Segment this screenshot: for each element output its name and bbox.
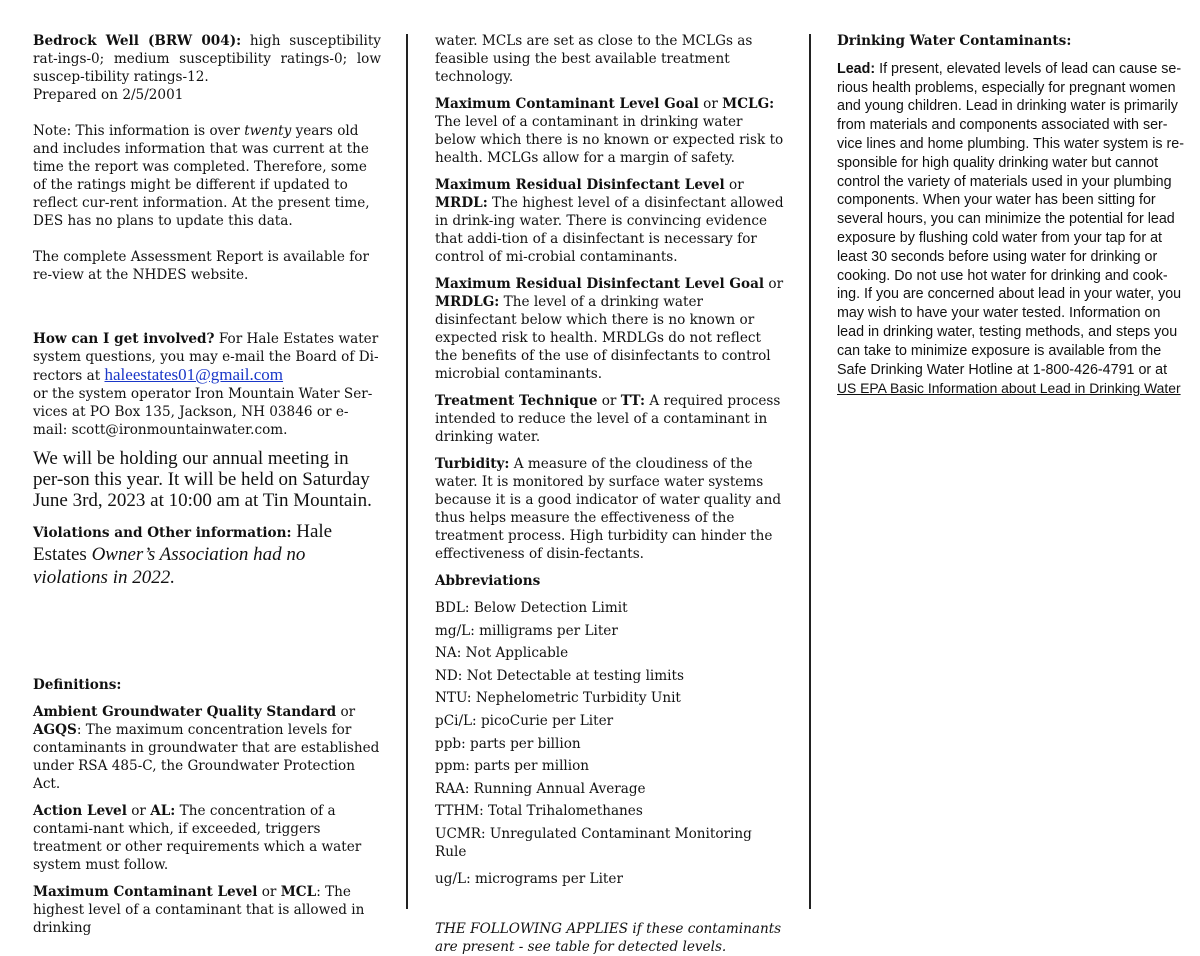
assessment-paragraph: The complete Assessment Report is available for re-view at the NHDES website.	[33, 249, 369, 283]
contaminants-heading: Drinking Water Contaminants:	[837, 33, 1072, 49]
board-email-link[interactable]: haleestates01@gmail.com	[104, 365, 284, 384]
column-right	[837, 32, 1185, 916]
involvement-title: How can I get involved?	[33, 331, 215, 347]
column-left	[33, 32, 381, 936]
abbreviations-heading: Abbreviations	[435, 573, 541, 589]
lead-paragraph: Lead: If present, elevated levels of lead can cause se-rious health problems, especially for pregnant women and young children. Lead in drinking water is primarily from materials and components associated with ser-vice lines and home plumbing. This water system is re-sponsible for high quality drinking water but cannot control the variety of materials used in your plumbing components. When your water has been sitting for several hours, you can minimize the potential for lead exposure by flushing cold water from your tap for at least 30 seconds before using water for drinking or cooking. Do not use hot water for drinking and cook-ing. If you are concerned about lead in your water, you may wish to have your water tested. Information on lead in drinking water, testing methods, and steps you can take to minimize exposure is available from the Safe Drinking Water Hotline at 1-800-426-4791 or at US EPA Basic Information about Lead in Drinking Water	[837, 60, 1184, 397]
column-divider-left	[406, 34, 408, 909]
column-middle	[435, 32, 787, 955]
abbreviation-item: mg/L: milligrams per Liter	[435, 622, 618, 639]
abbreviation-item: ug/L: micrograms per Liter	[435, 870, 623, 887]
definitions-heading: Definitions:	[33, 677, 122, 693]
abbreviation-item: BDL: Below Detection Limit	[435, 600, 628, 616]
definition-mrdlg: Maximum Residual Disinfectant Level Goal or MRDLG: The level of a drinking water disinfectant below which there is no known or expected risk to health. MRDLGs do not reflect the benefits of the use of disinfectants to control microbial contaminants.	[435, 276, 784, 382]
abbreviations-list	[435, 599, 787, 888]
definition-treatment-technique: Treatment Technique or TT: A required process intended to reduce the level of a contaminant in drinking water.	[435, 393, 781, 445]
violations-paragraph: Violations and Other information: Hale Estates Owner’s Association had no violations in 2022.	[33, 521, 333, 588]
definition-mclg: Maximum Contaminant Level Goal or MCLG: The level of a contaminant in drinking water below which there is no known or expected risk to health. MCLGs allow for a margin of safety.	[435, 96, 784, 166]
following-applies-note: THE FOLLOWING APPLIES if these contaminants are present - see table for detected levels.	[435, 920, 782, 955]
involvement-paragraph: How can I get involved? For Hale Estates water system questions, you may e-mail the Board of Di-rectors at haleestates01@gmail.com or the system operator Iron Mountain Water Ser-vices at PO Box 135, Jackson, NH 03846 or e-mail: scott@ironmountainwater.com.	[33, 331, 379, 438]
abbreviation-item: pCi/L: picoCurie per Liter	[435, 712, 614, 729]
abbreviation-item: RAA: Running Annual Average	[435, 780, 646, 797]
abbreviation-item: UCMR: Unregulated Contaminant Monitoring Rule	[435, 825, 752, 860]
abbreviation-item: NA: Not Applicable	[435, 645, 569, 662]
bedrock-well-title: Bedrock Well (BRW 004):	[33, 33, 242, 49]
definition-mrdl: Maximum Residual Disinfectant Level or MRDL: The highest level of a disinfectant allowed in drink-ing water. There is convincing evidence that addi-tion of a disinfectant is necessary for control of mi-crobial contaminants.	[435, 177, 784, 265]
abbreviation-item: ppm: parts per million	[435, 758, 590, 775]
note-paragraph: Note: This information is over twenty years old and includes information that was current at the time the report was completed. Therefore, some of the ratings might be different if updated to reflect cur-rent information. At the present time, DES has no plans to update this data.	[33, 123, 370, 229]
annual-meeting-notice: We will be holding our annual meeting in per-son this year. It will be held on Saturday June 3rd, 2023 at 10:00 am at Tin Mountain.	[33, 448, 372, 511]
epa-lead-link[interactable]: US EPA Basic Information about Lead in Drinking Water	[837, 380, 1181, 397]
definition-action-level: Action Level or AL: The concentration of a contami-nant which, if exceeded, triggers treatment or other requirements which a water system must follow.	[33, 803, 362, 873]
bedrock-well-paragraph: Bedrock Well (BRW 004): high susceptibility rat-ings-0; medium susceptibility ratings-0; low suscep-tibility ratings-12.	[33, 33, 381, 85]
definition-mcl: Maximum Contaminant Level or MCL: The highest level of a contaminant that is allowed in drinking	[33, 884, 365, 936]
definition-agqs: Ambient Groundwater Quality Standard or AGQS: The maximum concentration levels for contaminants in groundwater that are established under RSA 485-C, the Groundwater Protection Act.	[33, 704, 380, 792]
prepared-date: Prepared on 2/5/2001	[33, 87, 184, 103]
definition-turbidity: Turbidity: A measure of the cloudiness of the water. It is monitored by surface water systems because it is a good indicator of water quality and thus helps measure the effectiveness of the treatment process. High turbidity can hinder the effectiveness of disin-fectants.	[435, 456, 782, 562]
lead-title: Lead:	[837, 60, 876, 77]
violations-title: Violations and Other information:	[33, 525, 292, 541]
abbreviation-item: ppb: parts per billion	[435, 735, 581, 752]
abbreviation-item: NTU: Nephelometric Turbidity Unit	[435, 690, 681, 707]
abbreviation-item: ND: Not Detectable at testing limits	[435, 667, 684, 684]
mcl-continued: water. MCLs are set as close to the MCLGs as feasible using the best available treatment technology.	[435, 33, 753, 85]
column-divider-right	[809, 34, 811, 909]
abbreviation-item: TTHM: Total Trihalomethanes	[435, 803, 643, 820]
